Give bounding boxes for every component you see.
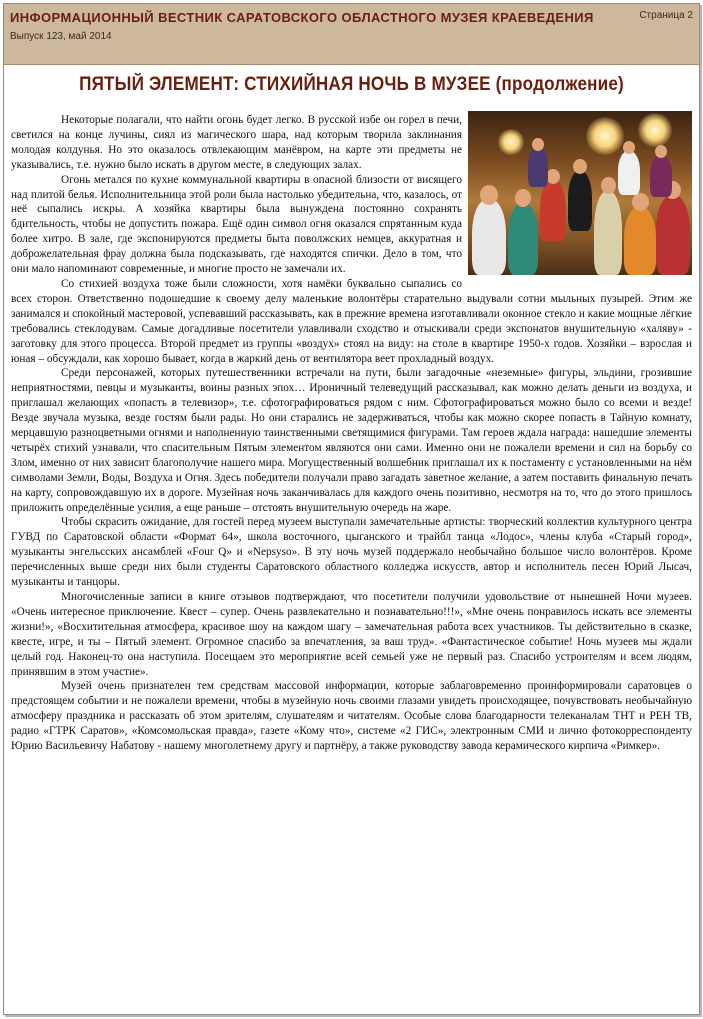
newsletter-page: [3, 3, 700, 1015]
group-photo: [468, 111, 692, 275]
paragraph-4: Среди персонажей, которых путешественники встречали на пути, были загадочные «неземные» фигуры, эльдини, грозившие неприятностями, певцы и музыканты, воины разных эпох… Ироничный телеведущий рассказывал, как можно делать деньги из воздуха, и приглашал желающих «попасть в телевизор», т.е. сфотографироваться рядом с ним. Сфотографироваться можно было со всеми и везде! Везде звучала музыка, везде гостям были рады. Но они старались не задерживаться, чтобы как можно скорее попасть в Тайную комнату, мерцавшую разноцветными огнями и наполненную таинственными светящимися фигурами. Там героев ждала награда: нашедшие элементы четырёх стихий узнавали, что спасительным Пятым элементом являются они сами. Именно они не пожалели времени и сил на борьбу со Злом, именно от них зависит благополучие нашего мира. Могущественный волшебник приглашал их к постаменту с установленными на нём символами Земли, Воды, Воздуха и Огня. Здесь победители получали право загадать заветное желание, а затем поставить финальную печать на карту, сопровождавшую их в дороге. Музейная ночь заканчивалась для каждого очень позитивно, несмотря на то, что до этого пришлось приложить определённые усилия, а еще раньше – отстоять внушительную очередь на жаре.: [11, 367, 692, 514]
paragraph-1: Некоторые полагали, что найти огонь будет легко. В русской избе он горел в печи, светился на конце лучины, сиял из магического шара, над которым творила заклинания молодая колдунья. Но это оказалось отвлекающим манёвром, на карте эти предметы не указывались, т.е. нужно было искать в другом месте, в следующих залах.: [11, 114, 462, 171]
paragraph-7: Музей очень признателен тем средствам массовой информации, которые заблаговременно проинформировали саратовцев о предстоящем событии и не пожалели времени, чтобы в музейную ночь своими глазами увидеть происходящее, почувствовать необычайную атмосферу праздника и рассказать об этом зрителям, слушателям и читателям. Особые слова благодарности телеканалам ТНТ и РЕН ТВ, радио «ГТРК Саратов», «Комсомольская правда», газете «Кому что», системе «2 ГИС», электронным СМИ и лично фотокорреспонденту Юрию Васильевичу Набатову - нашему многолетнему другу и партнёру, а также руководству завода керамического кирпича «Римкер».: [11, 680, 692, 753]
newsletter-title: ИНФОРМАЦИОННЫЙ ВЕСТНИК САРАТОВСКОГО ОБЛАСТНОГО МУЗЕЯ КРАЕВЕДЕНИЯ: [10, 10, 594, 25]
article-title: ПЯТЫЙ ЭЛЕМЕНТ: СТИХИЙНАЯ НОЧЬ В МУЗЕЕ (продолжение): [79, 74, 624, 95]
page-number: Страница 2: [639, 10, 693, 21]
paragraph-6: Многочисленные записи в книге отзывов подтверждают, что посетители получили удовольствие от нынешней Ночи музеев. «Очень интересное приключение. Квест – супер. Очень развлекательно и познавательно!!!», «Мне очень понравилось искать все элементы жизни!», «Восхитительная атмосфера, красивое шоу на каждом шагу – замечательная работа всех участников. Ты действительно в сказке, квесте, игре, и ты – Пятый элемент. Огромное спасибо за впечатления, за ваш труд». «Фантастическое событие! Ночь музеев мы ждали целый год. Наконец-то она наступила. Посещаем это мероприятие всей семьей уже не первый раз. Спасибо устроителям и всем людям, принявшим в этом участие».: [11, 591, 692, 678]
paragraph-2: Огонь метался по кухне коммунальной квартиры в опасной близости от висящего над плитой белья. Исполнительница этой роли была настолько убедительна, что, казалось, от неё сыпались искры. А хозяйка квартиры была вынуждена постоянно сохранять бдительность, чтобы не допустить пожара. Ещё один символ огня оказался спрятанным куда более хитро. В зале, где экспонируются предметы быта поволжских немцев, аккуратная и доброжелательная фрау должна была подсказывать, где находятся спички. Дело в том, что они мало напоминают современные, и многие просто не замечали их.: [11, 173, 462, 276]
paragraph-5: Чтобы скрасить ожидание, для гостей перед музеем выступали замечательные артисты: творческий коллектив культурного центра ГУВД по Саратовской области «Формат 64», школа восточного, цыганского и трайбл танца «Лодос», члены клуба «Старый город», музыканты энгельсских ансамблей «Four Q» и «Nepsyso». В эту ночь музей поддержало необычайно большое число волонтёров. Кроме перечисленных выше среди них были студенты Саратовского областного колледжа искусств, автор и исполнитель песен Юрий Лысач, музыканты и танцоры.: [11, 516, 692, 589]
newsletter-header: [4, 4, 699, 65]
article-body: [11, 113, 692, 754]
issue-label: Выпуск 123, май 2014: [10, 31, 112, 42]
paragraph-3: Со стихией воздуха тоже были сложности, хотя намёки буквально сыпались со всех сторон. Ответственно подошедшие к своему делу маленькие волонтёры старательно выдували сотни мыльных пузырей. Этим же занимался и спокойный мастеровой, успевавший рассказывать, как в прежние времена изготавливали оконное стекло и какие мощные лёгкие требовались стеклодувам. Самые догадливые посетители улавливали сходство и отыскивали среди экспонатов внушительную «халяву» - заготовку для этого процесса. Второй предмет из группы «воздух» стоял на виду: на столе в квартире 1950-х годов. Хозяйки – взрослая и юная – обсуждали, как хорошо бывает, когда в жаркий день от вентилятора веет прохладный воздух.: [11, 277, 692, 365]
